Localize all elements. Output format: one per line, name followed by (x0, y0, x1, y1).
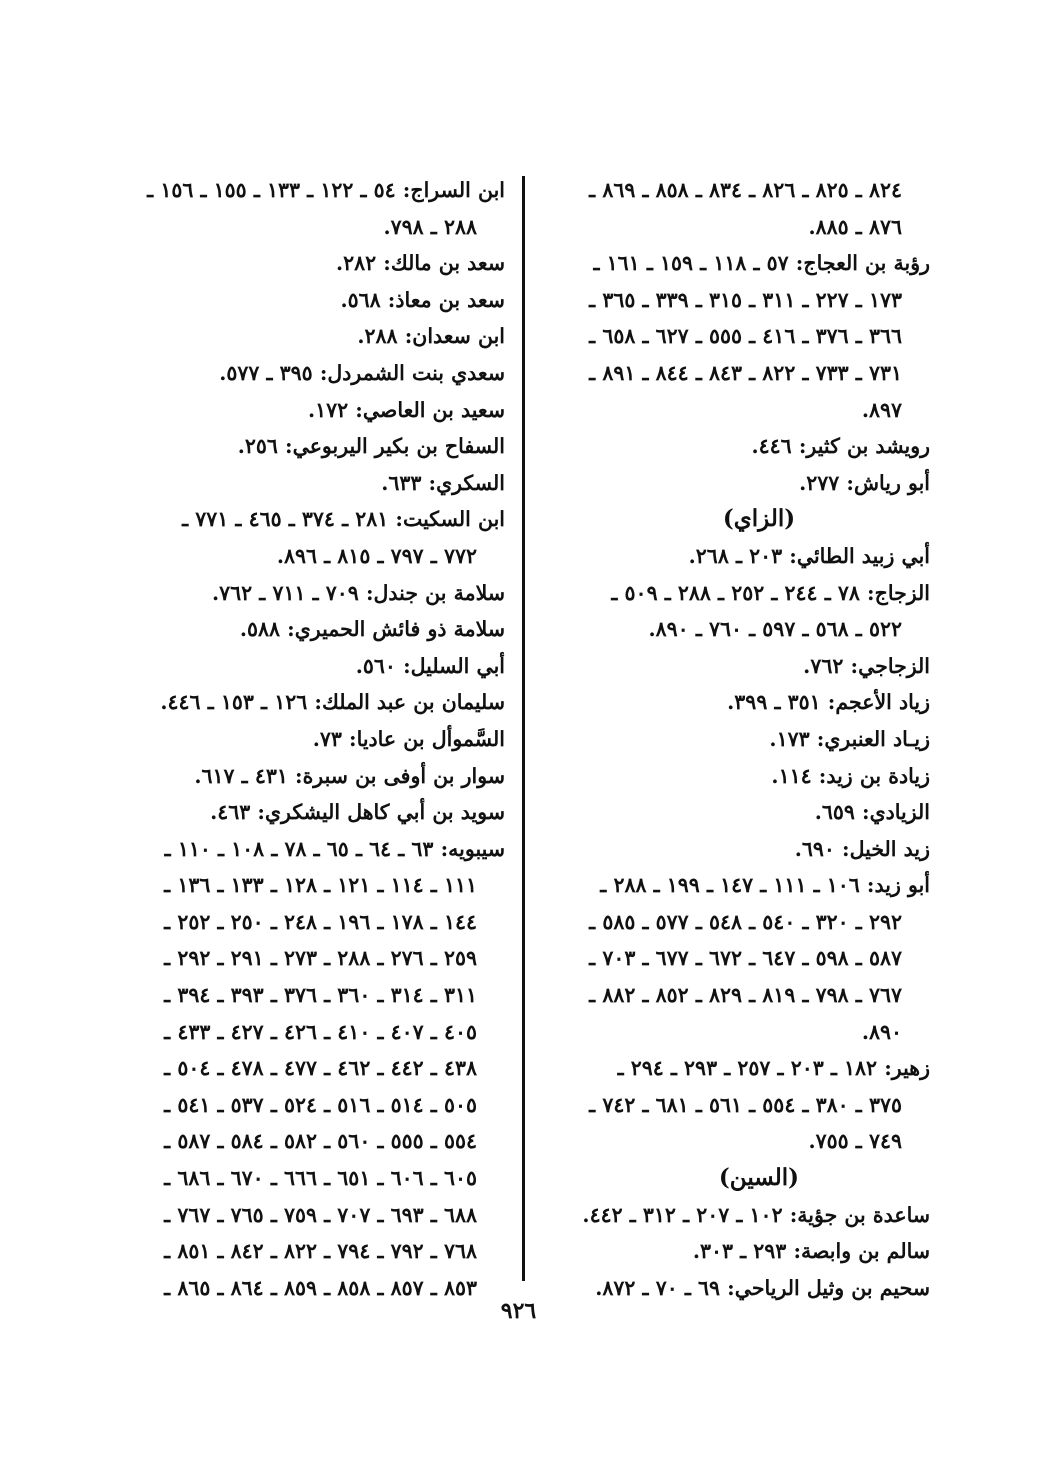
index-entry: سحيم بن وثيل الرياحي: ٦٩ ـ ٧٠ ـ ٨٧٢. (595, 1275, 930, 1300)
index-continuation-line: ٤٣٨ ـ ٤٤٢ ـ ٤٦٢ ـ ٤٧٧ ـ ٤٧٨ ـ ٥٠٤ ـ (164, 1056, 477, 1081)
index-entry: سالم بن وابصة: ٢٩٣ ـ ٣٠٣. (692, 1239, 930, 1264)
page-number: ٩٢٦ (500, 1298, 537, 1324)
index-continuation-line: ٢٩٢ ـ ٣٢٠ ـ ٥٤٠ ـ ٥٤٨ ـ ٥٧٧ ـ ٥٨٥ ـ (589, 909, 902, 934)
column-divider (522, 176, 525, 1281)
section-heading: (الزاي) (722, 505, 796, 533)
section-heading: (السين) (718, 1164, 800, 1192)
index-entry: أبو رياش: ٢٧٧. (799, 470, 930, 495)
index-continuation-line: ٥٢٢ ـ ٥٦٨ ـ ٥٩٧ ـ ٧٦٠ ـ ٨٩٠. (648, 617, 902, 642)
index-entry: السكري: ٦٣٣. (381, 470, 505, 495)
index-entry: أبي السليل: ٥٦٠. (355, 653, 505, 678)
index-entry: زيادة بن زيد: ١١٤. (771, 763, 930, 788)
index-continuation-line: ٨٥٣ ـ ٨٥٧ ـ ٨٥٨ ـ ٨٥٩ ـ ٨٦٤ ـ ٨٦٥ ـ (164, 1275, 477, 1300)
index-entry: زهير: ١٨٢ ـ ٢٠٣ ـ ٢٥٧ ـ ٢٩٣ ـ ٢٩٤ ـ (617, 1056, 930, 1081)
index-entry: سعد بن مالك: ٢٨٢. (335, 251, 505, 276)
index-continuation-line: ٥٥٤ ـ ٥٥٥ ـ ٥٦٠ ـ ٥٨٢ ـ ٥٨٤ ـ ٥٨٧ ـ (164, 1129, 477, 1154)
index-continuation-line: ١١١ ـ ١١٤ ـ ١٢١ ـ ١٢٨ ـ ١٣٣ ـ ١٣٦ ـ (164, 873, 477, 898)
index-entry: سعيد بن العاصي: ١٧٢. (307, 397, 505, 422)
index-continuation-line: ٥٨٧ ـ ٥٩٨ ـ ٦٤٧ ـ ٦٧٢ ـ ٦٧٧ ـ ٧٠٣ ـ (589, 946, 902, 971)
index-continuation-line: ٢٨٨ ـ ٧٩٨. (383, 214, 477, 239)
index-entry: الزجاجي: ٧٦٢. (803, 653, 930, 678)
index-continuation-line: ٨٧٦ ـ ٨٨٥. (808, 214, 902, 239)
index-continuation-line: ٢٥٩ ـ ٢٧٦ ـ ٢٨٨ ـ ٢٧٣ ـ ٢٩١ ـ ٢٩٢ ـ (164, 946, 477, 971)
index-entry: ابن السراج: ٥٤ ـ ١٢٢ ـ ١٣٣ ـ ١٥٥ ـ ١٥٦ ـ (147, 178, 505, 202)
index-entry: سويد بن أبي كاهل اليشكري: ٤٦٣. (210, 800, 505, 825)
index-continuation-line: ٧٤٩ ـ ٧٥٥. (808, 1129, 902, 1154)
index-entry: سلامة بن جندل: ٧٠٩ ـ ٧١١ ـ ٧٦٢. (211, 580, 505, 605)
index-entry: السَّموأل بن عاديا: ٧٣. (312, 726, 505, 751)
index-continuation-line: ٤٠٥ ـ ٤٠٧ ـ ٤١٠ ـ ٤٢٦ ـ ٤٢٧ ـ ٤٣٣ ـ (164, 1019, 477, 1044)
index-entry: سيبويه: ٦٣ ـ ٦٤ ـ ٦٥ ـ ٧٨ ـ ١٠٨ ـ ١١٠ ـ (164, 836, 505, 861)
index-entry: زيد الخيل: ٦٩٠. (794, 836, 930, 861)
index-continuation-line: ٧٦٨ ـ ٧٩٢ ـ ٧٩٤ ـ ٨٢٢ ـ ٨٤٢ ـ ٨٥١ ـ (164, 1239, 477, 1264)
index-continuation-line: ٥٠٥ ـ ٥١٤ ـ ٥١٦ ـ ٥٢٤ ـ ٥٣٧ ـ ٥٤١ ـ (164, 1092, 477, 1117)
index-entry: سلامة ذو فائش الحميري: ٥٨٨. (239, 617, 505, 642)
index-continuation-line: ٨٩٠. (861, 1019, 902, 1044)
index-continuation-line: ٣١١ ـ ٣١٤ ـ ٣٦٠ ـ ٣٧٦ ـ ٣٩٣ ـ ٣٩٤ ـ (164, 983, 477, 1008)
index-continuation-line: ١٤٤ ـ ١٧٨ ـ ١٩٦ ـ ٢٤٨ ـ ٢٥٠ ـ ٢٥٢ ـ (164, 909, 477, 934)
index-entry: رويشد بن كثير: ٤٤٦. (751, 434, 930, 459)
index-entry: رؤبة بن العجاج: ٥٧ ـ ١١٨ ـ ١٥٩ ـ ١٦١ ـ (593, 251, 930, 276)
index-entry: الزجاج: ٧٨ ـ ٢٤٤ ـ ٢٥٢ ـ ٢٨٨ ـ ٥٠٩ ـ (611, 580, 930, 605)
index-continuation-line: ٣٧٥ ـ ٣٨٠ ـ ٥٥٤ ـ ٥٦١ ـ ٦٨١ ـ ٧٤٢ ـ (589, 1092, 902, 1117)
index-column-right (548, 172, 930, 1306)
index-entry: زياد الأعجم: ٣٥١ ـ ٣٩٩. (727, 690, 930, 715)
index-continuation-line: ٧٧٢ ـ ٧٩٧ ـ ٨١٥ ـ ٨٩٦. (276, 543, 477, 568)
index-continuation-line: ٨٢٤ ـ ٨٢٥ ـ ٨٢٦ ـ ٨٣٤ ـ ٨٥٨ ـ ٨٦٩ ـ (589, 178, 902, 202)
index-entry: سوار بن أوفى بن سبرة: ٤٣١ ـ ٦١٧. (194, 763, 505, 788)
index-entry: السفاح بن بكير اليربوعي: ٢٥٦. (237, 434, 505, 459)
index-entry: زيـاد العنبري: ١٧٣. (769, 726, 930, 751)
index-continuation-line: ٣٦٦ ـ ٣٧٦ ـ ٤١٦ ـ ٥٥٥ ـ ٦٢٧ ـ ٦٥٨ ـ (589, 324, 902, 349)
index-entry: أبو زيد: ١٠٦ ـ ١١١ ـ ١٤٧ ـ ١٩٩ ـ ٢٨٨ ـ (600, 873, 930, 898)
index-entry: ساعدة بن جؤية: ١٠٢ ـ ٢٠٧ ـ ٣١٢ ـ ٤٤٢. (582, 1202, 930, 1227)
index-continuation-line: ١٧٣ ـ ٢٢٧ ـ ٣١١ ـ ٣١٥ ـ ٣٣٩ ـ ٣٦٥ ـ (589, 287, 902, 312)
index-entry: أبي زبيد الطائي: ٢٠٣ ـ ٢٦٨. (688, 543, 930, 568)
index-entry: ابن سعدان: ٢٨٨. (357, 324, 505, 349)
index-continuation-line: ٧٣١ ـ ٧٣٣ ـ ٨٢٢ ـ ٨٤٣ ـ ٨٤٤ ـ ٨٩١ ـ (589, 360, 902, 385)
index-column-left (130, 172, 505, 1306)
index-continuation-line: ٦٠٥ ـ ٦٠٦ ـ ٦٥١ ـ ٦٦٦ ـ ٦٧٠ ـ ٦٨٦ ـ (164, 1166, 477, 1191)
index-entry: سليمان بن عبد الملك: ١٢٦ ـ ١٥٣ ـ ٤٤٦. (160, 690, 505, 715)
index-continuation-line: ٨٩٧. (861, 397, 902, 422)
index-entry: سعدي بنت الشمردل: ٣٩٥ ـ ٥٧٧. (219, 360, 505, 385)
index-entry: الزيادي: ٦٥٩. (814, 800, 930, 825)
index-entry: ابن السكيت: ٢٨١ ـ ٣٧٤ ـ ٤٦٥ ـ ٧٧١ ـ (182, 507, 505, 532)
index-entry: سعد بن معاذ: ٥٦٨. (340, 287, 505, 312)
index-continuation-line: ٦٨٨ ـ ٦٩٣ ـ ٧٠٧ ـ ٧٥٩ ـ ٧٦٥ ـ ٧٦٧ ـ (164, 1202, 477, 1227)
index-continuation-line: ٧٦٧ ـ ٧٩٨ ـ ٨١٩ ـ ٨٢٩ ـ ٨٥٢ ـ ٨٨٢ ـ (589, 983, 902, 1008)
